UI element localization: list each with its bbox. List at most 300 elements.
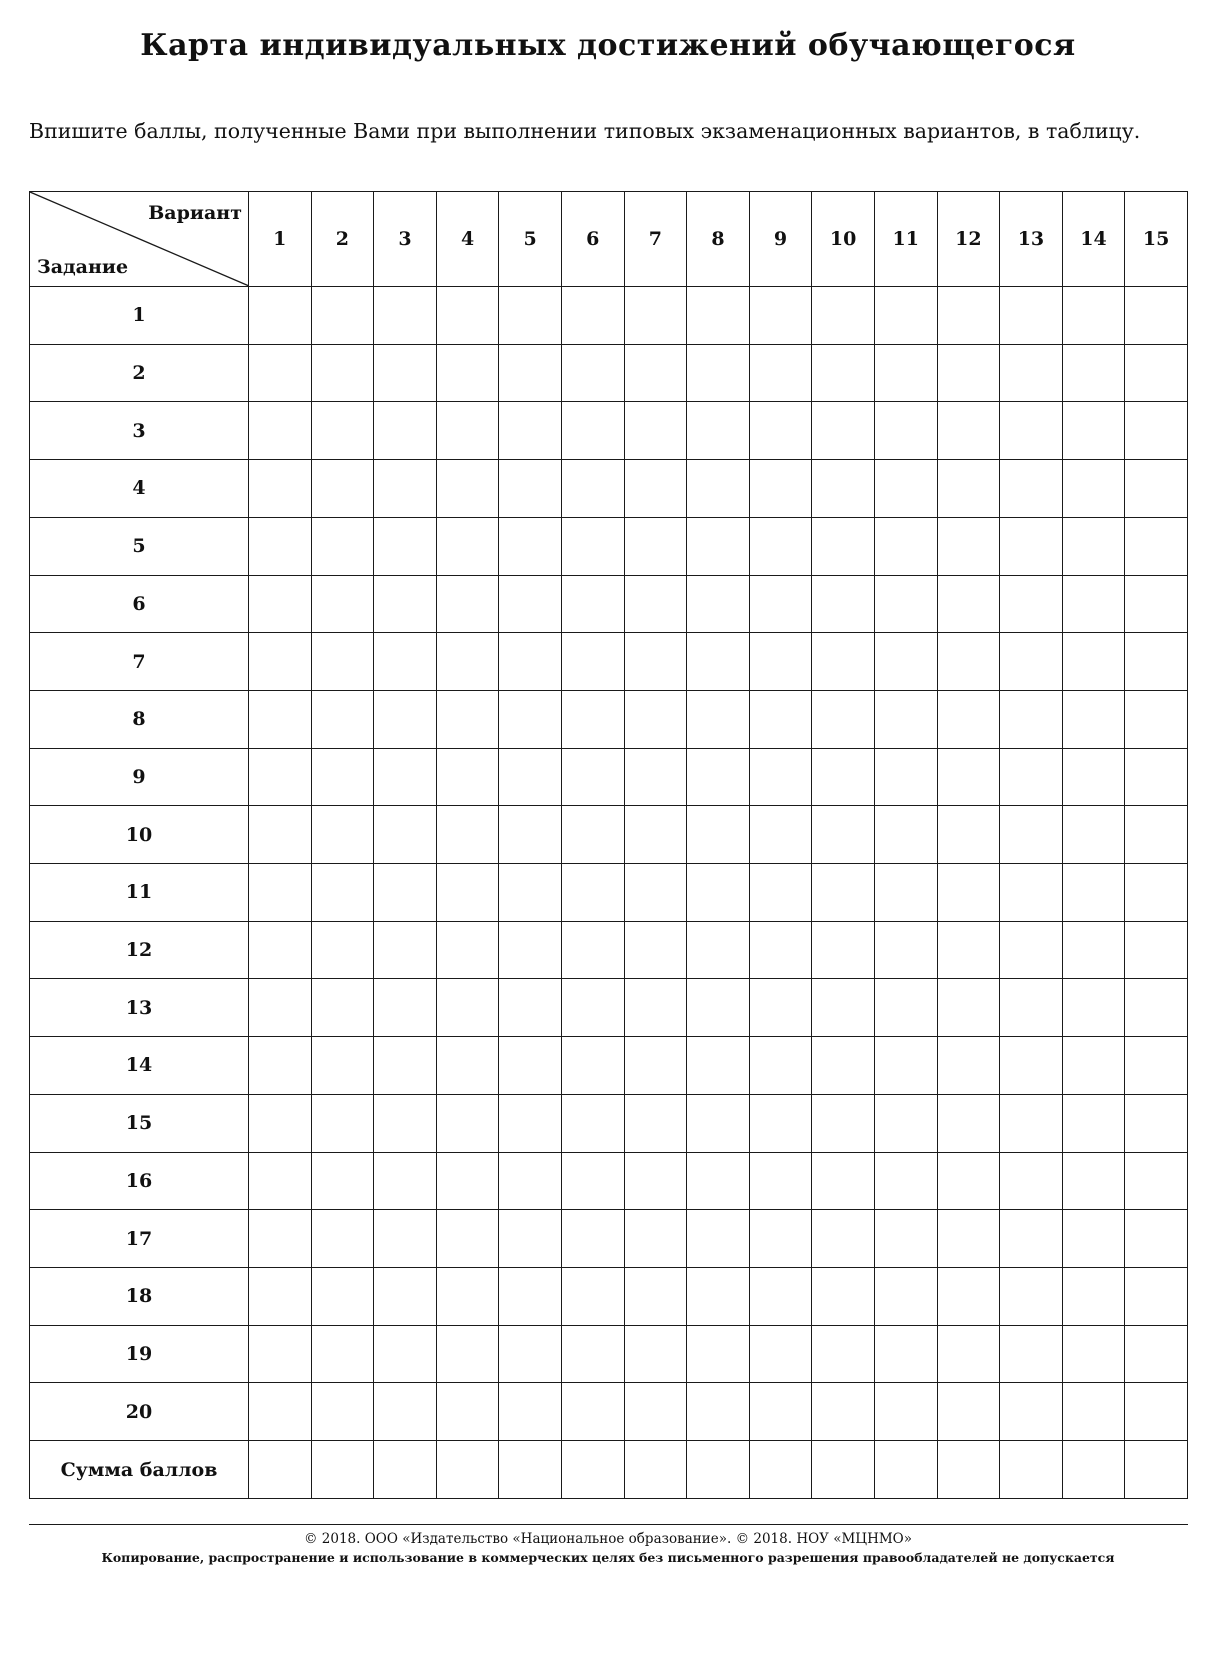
score-cell[interactable] xyxy=(311,633,374,691)
score-cell[interactable] xyxy=(1000,344,1063,402)
score-cell[interactable] xyxy=(937,287,1000,345)
score-cell[interactable] xyxy=(499,344,562,402)
score-cell[interactable] xyxy=(687,344,750,402)
score-cell[interactable] xyxy=(249,287,312,345)
score-cell[interactable] xyxy=(1125,921,1188,979)
score-cell[interactable] xyxy=(687,1383,750,1441)
score-cell[interactable] xyxy=(812,1325,875,1383)
score-cell[interactable] xyxy=(624,690,687,748)
score-cell[interactable] xyxy=(1125,517,1188,575)
score-cell[interactable] xyxy=(311,1383,374,1441)
score-cell[interactable] xyxy=(561,633,624,691)
score-cell[interactable] xyxy=(1125,633,1188,691)
score-cell[interactable] xyxy=(1000,402,1063,460)
score-cell[interactable] xyxy=(812,1267,875,1325)
score-cell[interactable] xyxy=(874,1094,937,1152)
score-cell[interactable] xyxy=(311,575,374,633)
score-cell[interactable] xyxy=(499,575,562,633)
score-cell[interactable] xyxy=(749,921,812,979)
score-cell[interactable] xyxy=(561,1325,624,1383)
score-cell[interactable] xyxy=(436,460,499,518)
score-cell[interactable] xyxy=(1062,344,1125,402)
score-cell[interactable] xyxy=(311,517,374,575)
score-cell[interactable] xyxy=(749,1094,812,1152)
score-cell[interactable] xyxy=(311,1210,374,1268)
score-cell[interactable] xyxy=(499,979,562,1037)
score-cell[interactable] xyxy=(812,402,875,460)
score-cell[interactable] xyxy=(499,690,562,748)
score-cell[interactable] xyxy=(436,979,499,1037)
score-cell[interactable] xyxy=(436,1267,499,1325)
score-cell[interactable] xyxy=(374,402,437,460)
score-cell[interactable] xyxy=(1125,806,1188,864)
score-cell[interactable] xyxy=(1000,1325,1063,1383)
score-cell[interactable] xyxy=(874,460,937,518)
score-cell[interactable] xyxy=(436,344,499,402)
score-cell[interactable] xyxy=(561,1037,624,1095)
score-cell[interactable] xyxy=(499,1383,562,1441)
sum-score-cell[interactable] xyxy=(937,1441,1000,1499)
score-cell[interactable] xyxy=(499,748,562,806)
score-cell[interactable] xyxy=(687,287,750,345)
score-cell[interactable] xyxy=(937,633,1000,691)
score-cell[interactable] xyxy=(812,864,875,922)
score-cell[interactable] xyxy=(874,748,937,806)
score-cell[interactable] xyxy=(436,1383,499,1441)
score-cell[interactable] xyxy=(624,864,687,922)
score-cell[interactable] xyxy=(749,1383,812,1441)
score-cell[interactable] xyxy=(374,633,437,691)
score-cell[interactable] xyxy=(1125,460,1188,518)
score-cell[interactable] xyxy=(436,287,499,345)
score-cell[interactable] xyxy=(249,402,312,460)
score-cell[interactable] xyxy=(687,748,750,806)
score-cell[interactable] xyxy=(561,1152,624,1210)
score-cell[interactable] xyxy=(749,690,812,748)
score-cell[interactable] xyxy=(249,344,312,402)
score-cell[interactable] xyxy=(311,344,374,402)
score-cell[interactable] xyxy=(499,402,562,460)
score-cell[interactable] xyxy=(436,402,499,460)
sum-score-cell[interactable] xyxy=(311,1441,374,1499)
score-cell[interactable] xyxy=(687,517,750,575)
score-cell[interactable] xyxy=(937,806,1000,864)
score-cell[interactable] xyxy=(1125,1383,1188,1441)
score-cell[interactable] xyxy=(1125,979,1188,1037)
score-cell[interactable] xyxy=(436,1094,499,1152)
score-cell[interactable] xyxy=(1125,1094,1188,1152)
score-cell[interactable] xyxy=(1125,1152,1188,1210)
score-cell[interactable] xyxy=(561,921,624,979)
score-cell[interactable] xyxy=(249,806,312,864)
sum-score-cell[interactable] xyxy=(1062,1441,1125,1499)
score-cell[interactable] xyxy=(937,748,1000,806)
score-cell[interactable] xyxy=(1125,344,1188,402)
sum-score-cell[interactable] xyxy=(1000,1441,1063,1499)
score-cell[interactable] xyxy=(624,1267,687,1325)
score-cell[interactable] xyxy=(499,1152,562,1210)
score-cell[interactable] xyxy=(499,1094,562,1152)
score-cell[interactable] xyxy=(249,1383,312,1441)
score-cell[interactable] xyxy=(624,748,687,806)
score-cell[interactable] xyxy=(249,1152,312,1210)
sum-score-cell[interactable] xyxy=(874,1441,937,1499)
score-cell[interactable] xyxy=(1125,864,1188,922)
score-cell[interactable] xyxy=(374,748,437,806)
score-cell[interactable] xyxy=(311,1037,374,1095)
score-cell[interactable] xyxy=(499,864,562,922)
score-cell[interactable] xyxy=(687,1094,750,1152)
score-cell[interactable] xyxy=(436,921,499,979)
score-cell[interactable] xyxy=(937,1325,1000,1383)
score-cell[interactable] xyxy=(1000,1267,1063,1325)
score-cell[interactable] xyxy=(311,806,374,864)
score-cell[interactable] xyxy=(624,287,687,345)
score-cell[interactable] xyxy=(812,344,875,402)
sum-score-cell[interactable] xyxy=(1125,1441,1188,1499)
score-cell[interactable] xyxy=(1062,1037,1125,1095)
score-cell[interactable] xyxy=(499,921,562,979)
score-cell[interactable] xyxy=(812,1210,875,1268)
score-cell[interactable] xyxy=(374,1325,437,1383)
score-cell[interactable] xyxy=(374,806,437,864)
score-cell[interactable] xyxy=(374,864,437,922)
score-cell[interactable] xyxy=(1062,864,1125,922)
score-cell[interactable] xyxy=(1000,460,1063,518)
score-cell[interactable] xyxy=(624,344,687,402)
score-cell[interactable] xyxy=(624,1210,687,1268)
score-cell[interactable] xyxy=(1062,575,1125,633)
score-cell[interactable] xyxy=(1062,460,1125,518)
score-cell[interactable] xyxy=(561,1383,624,1441)
score-cell[interactable] xyxy=(749,806,812,864)
score-cell[interactable] xyxy=(1000,1037,1063,1095)
score-cell[interactable] xyxy=(624,1325,687,1383)
score-cell[interactable] xyxy=(874,1037,937,1095)
score-cell[interactable] xyxy=(436,575,499,633)
score-cell[interactable] xyxy=(436,1152,499,1210)
score-cell[interactable] xyxy=(937,1094,1000,1152)
score-cell[interactable] xyxy=(874,979,937,1037)
sum-score-cell[interactable] xyxy=(687,1441,750,1499)
score-cell[interactable] xyxy=(436,806,499,864)
score-cell[interactable] xyxy=(374,1152,437,1210)
score-cell[interactable] xyxy=(249,864,312,922)
score-cell[interactable] xyxy=(1000,806,1063,864)
score-cell[interactable] xyxy=(1000,864,1063,922)
score-cell[interactable] xyxy=(1062,1383,1125,1441)
score-cell[interactable] xyxy=(687,1152,750,1210)
score-cell[interactable] xyxy=(749,633,812,691)
score-cell[interactable] xyxy=(937,1210,1000,1268)
score-cell[interactable] xyxy=(812,1094,875,1152)
score-cell[interactable] xyxy=(561,1267,624,1325)
score-cell[interactable] xyxy=(1125,287,1188,345)
score-cell[interactable] xyxy=(311,979,374,1037)
score-cell[interactable] xyxy=(249,1210,312,1268)
score-cell[interactable] xyxy=(499,1267,562,1325)
score-cell[interactable] xyxy=(812,633,875,691)
score-cell[interactable] xyxy=(624,921,687,979)
score-cell[interactable] xyxy=(812,979,875,1037)
score-cell[interactable] xyxy=(749,748,812,806)
score-cell[interactable] xyxy=(937,979,1000,1037)
score-cell[interactable] xyxy=(624,806,687,864)
score-cell[interactable] xyxy=(436,690,499,748)
score-cell[interactable] xyxy=(812,748,875,806)
score-cell[interactable] xyxy=(374,344,437,402)
score-cell[interactable] xyxy=(874,1325,937,1383)
score-cell[interactable] xyxy=(374,690,437,748)
sum-score-cell[interactable] xyxy=(499,1441,562,1499)
score-cell[interactable] xyxy=(436,1037,499,1095)
score-cell[interactable] xyxy=(1000,1152,1063,1210)
score-cell[interactable] xyxy=(812,575,875,633)
sum-score-cell[interactable] xyxy=(812,1441,875,1499)
score-cell[interactable] xyxy=(311,1325,374,1383)
score-cell[interactable] xyxy=(311,1094,374,1152)
score-cell[interactable] xyxy=(749,460,812,518)
score-cell[interactable] xyxy=(937,1383,1000,1441)
score-cell[interactable] xyxy=(937,1037,1000,1095)
score-cell[interactable] xyxy=(311,287,374,345)
score-cell[interactable] xyxy=(561,1094,624,1152)
score-cell[interactable] xyxy=(624,517,687,575)
score-cell[interactable] xyxy=(561,517,624,575)
score-cell[interactable] xyxy=(687,1267,750,1325)
score-cell[interactable] xyxy=(937,690,1000,748)
score-cell[interactable] xyxy=(812,1383,875,1441)
score-cell[interactable] xyxy=(561,806,624,864)
score-cell[interactable] xyxy=(374,575,437,633)
score-cell[interactable] xyxy=(561,460,624,518)
score-cell[interactable] xyxy=(937,1152,1000,1210)
score-cell[interactable] xyxy=(812,517,875,575)
score-cell[interactable] xyxy=(874,287,937,345)
score-cell[interactable] xyxy=(624,1383,687,1441)
score-cell[interactable] xyxy=(499,460,562,518)
score-cell[interactable] xyxy=(249,1267,312,1325)
score-cell[interactable] xyxy=(1062,1210,1125,1268)
score-cell[interactable] xyxy=(499,806,562,864)
score-cell[interactable] xyxy=(749,402,812,460)
score-cell[interactable] xyxy=(374,517,437,575)
score-cell[interactable] xyxy=(436,633,499,691)
score-cell[interactable] xyxy=(1000,517,1063,575)
score-cell[interactable] xyxy=(1000,1094,1063,1152)
score-cell[interactable] xyxy=(311,1267,374,1325)
score-cell[interactable] xyxy=(874,1267,937,1325)
score-cell[interactable] xyxy=(874,806,937,864)
score-cell[interactable] xyxy=(311,690,374,748)
score-cell[interactable] xyxy=(874,633,937,691)
score-cell[interactable] xyxy=(1062,921,1125,979)
score-cell[interactable] xyxy=(561,690,624,748)
score-cell[interactable] xyxy=(749,864,812,922)
score-cell[interactable] xyxy=(249,517,312,575)
score-cell[interactable] xyxy=(624,979,687,1037)
score-cell[interactable] xyxy=(499,1037,562,1095)
score-cell[interactable] xyxy=(687,690,750,748)
score-cell[interactable] xyxy=(311,402,374,460)
score-cell[interactable] xyxy=(249,979,312,1037)
score-cell[interactable] xyxy=(874,344,937,402)
score-cell[interactable] xyxy=(1062,1325,1125,1383)
score-cell[interactable] xyxy=(311,921,374,979)
score-cell[interactable] xyxy=(374,1037,437,1095)
score-cell[interactable] xyxy=(874,402,937,460)
score-cell[interactable] xyxy=(874,575,937,633)
score-cell[interactable] xyxy=(687,402,750,460)
score-cell[interactable] xyxy=(874,864,937,922)
score-cell[interactable] xyxy=(749,979,812,1037)
score-cell[interactable] xyxy=(374,1267,437,1325)
score-cell[interactable] xyxy=(374,979,437,1037)
score-cell[interactable] xyxy=(249,1094,312,1152)
score-cell[interactable] xyxy=(1000,1383,1063,1441)
score-cell[interactable] xyxy=(624,633,687,691)
score-cell[interactable] xyxy=(687,1210,750,1268)
score-cell[interactable] xyxy=(687,1037,750,1095)
score-cell[interactable] xyxy=(812,690,875,748)
sum-score-cell[interactable] xyxy=(561,1441,624,1499)
score-cell[interactable] xyxy=(499,1325,562,1383)
score-cell[interactable] xyxy=(499,517,562,575)
score-cell[interactable] xyxy=(624,1152,687,1210)
score-cell[interactable] xyxy=(561,402,624,460)
score-cell[interactable] xyxy=(1125,575,1188,633)
score-cell[interactable] xyxy=(561,344,624,402)
score-cell[interactable] xyxy=(249,1325,312,1383)
score-cell[interactable] xyxy=(249,748,312,806)
score-cell[interactable] xyxy=(937,460,1000,518)
score-cell[interactable] xyxy=(687,1325,750,1383)
score-cell[interactable] xyxy=(1125,1210,1188,1268)
score-cell[interactable] xyxy=(374,1383,437,1441)
score-cell[interactable] xyxy=(812,1152,875,1210)
score-cell[interactable] xyxy=(561,1210,624,1268)
score-cell[interactable] xyxy=(249,1037,312,1095)
score-cell[interactable] xyxy=(1062,402,1125,460)
score-cell[interactable] xyxy=(1000,287,1063,345)
score-cell[interactable] xyxy=(1062,517,1125,575)
score-cell[interactable] xyxy=(436,517,499,575)
score-cell[interactable] xyxy=(687,806,750,864)
score-cell[interactable] xyxy=(812,287,875,345)
score-cell[interactable] xyxy=(1125,690,1188,748)
score-cell[interactable] xyxy=(249,690,312,748)
score-cell[interactable] xyxy=(937,344,1000,402)
score-cell[interactable] xyxy=(874,517,937,575)
score-cell[interactable] xyxy=(1062,1267,1125,1325)
score-cell[interactable] xyxy=(874,1383,937,1441)
score-cell[interactable] xyxy=(499,633,562,691)
score-cell[interactable] xyxy=(1000,1210,1063,1268)
score-cell[interactable] xyxy=(624,460,687,518)
score-cell[interactable] xyxy=(1062,1094,1125,1152)
score-cell[interactable] xyxy=(374,1094,437,1152)
score-cell[interactable] xyxy=(374,287,437,345)
score-cell[interactable] xyxy=(874,1152,937,1210)
score-cell[interactable] xyxy=(1062,633,1125,691)
score-cell[interactable] xyxy=(687,921,750,979)
score-cell[interactable] xyxy=(874,921,937,979)
score-cell[interactable] xyxy=(1062,979,1125,1037)
sum-score-cell[interactable] xyxy=(436,1441,499,1499)
score-cell[interactable] xyxy=(812,921,875,979)
score-cell[interactable] xyxy=(1125,748,1188,806)
score-cell[interactable] xyxy=(1062,690,1125,748)
score-cell[interactable] xyxy=(1000,979,1063,1037)
score-cell[interactable] xyxy=(436,1325,499,1383)
score-cell[interactable] xyxy=(1000,748,1063,806)
score-cell[interactable] xyxy=(249,460,312,518)
score-cell[interactable] xyxy=(311,1152,374,1210)
score-cell[interactable] xyxy=(749,517,812,575)
score-cell[interactable] xyxy=(436,1210,499,1268)
score-cell[interactable] xyxy=(812,1037,875,1095)
score-cell[interactable] xyxy=(937,575,1000,633)
score-cell[interactable] xyxy=(687,575,750,633)
score-cell[interactable] xyxy=(1000,633,1063,691)
score-cell[interactable] xyxy=(937,1267,1000,1325)
score-cell[interactable] xyxy=(749,1210,812,1268)
score-cell[interactable] xyxy=(937,921,1000,979)
score-cell[interactable] xyxy=(1125,1325,1188,1383)
score-cell[interactable] xyxy=(937,517,1000,575)
score-cell[interactable] xyxy=(874,1210,937,1268)
score-cell[interactable] xyxy=(374,921,437,979)
score-cell[interactable] xyxy=(687,864,750,922)
score-cell[interactable] xyxy=(687,633,750,691)
score-cell[interactable] xyxy=(311,460,374,518)
score-cell[interactable] xyxy=(436,864,499,922)
score-cell[interactable] xyxy=(1125,1037,1188,1095)
score-cell[interactable] xyxy=(749,1152,812,1210)
score-cell[interactable] xyxy=(624,1037,687,1095)
score-cell[interactable] xyxy=(937,864,1000,922)
score-cell[interactable] xyxy=(624,402,687,460)
score-cell[interactable] xyxy=(1000,690,1063,748)
score-cell[interactable] xyxy=(561,287,624,345)
score-cell[interactable] xyxy=(812,806,875,864)
sum-score-cell[interactable] xyxy=(624,1441,687,1499)
score-cell[interactable] xyxy=(311,748,374,806)
score-cell[interactable] xyxy=(812,460,875,518)
score-cell[interactable] xyxy=(937,402,1000,460)
score-cell[interactable] xyxy=(1125,402,1188,460)
score-cell[interactable] xyxy=(499,287,562,345)
score-cell[interactable] xyxy=(1000,575,1063,633)
score-cell[interactable] xyxy=(1062,1152,1125,1210)
sum-score-cell[interactable] xyxy=(249,1441,312,1499)
score-cell[interactable] xyxy=(749,287,812,345)
sum-score-cell[interactable] xyxy=(374,1441,437,1499)
score-cell[interactable] xyxy=(1062,287,1125,345)
score-cell[interactable] xyxy=(624,575,687,633)
score-cell[interactable] xyxy=(749,1037,812,1095)
score-cell[interactable] xyxy=(687,979,750,1037)
score-cell[interactable] xyxy=(1062,806,1125,864)
score-cell[interactable] xyxy=(749,1267,812,1325)
score-cell[interactable] xyxy=(249,575,312,633)
score-cell[interactable] xyxy=(749,575,812,633)
score-cell[interactable] xyxy=(561,979,624,1037)
score-cell[interactable] xyxy=(374,460,437,518)
score-cell[interactable] xyxy=(436,748,499,806)
score-cell[interactable] xyxy=(374,1210,437,1268)
score-cell[interactable] xyxy=(1125,1267,1188,1325)
